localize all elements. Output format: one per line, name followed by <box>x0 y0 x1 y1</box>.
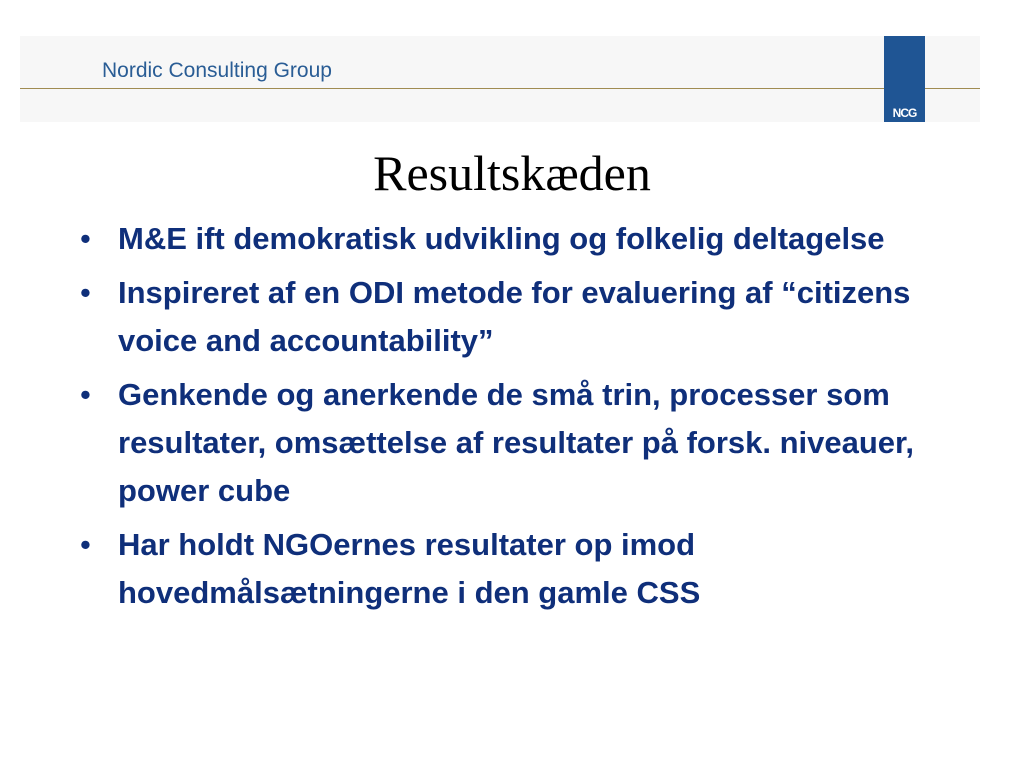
header-divider <box>20 88 980 89</box>
bullet-dot-icon: • <box>80 221 91 256</box>
bullet-item <box>80 371 930 515</box>
logo-text: NCG <box>892 106 917 120</box>
bullet-dot-icon: • <box>80 527 91 562</box>
bullet-list <box>80 215 930 623</box>
bullet-item <box>80 521 930 617</box>
slide-title: Resultskæden <box>373 145 651 201</box>
bullet-item <box>80 269 930 365</box>
bullet-text: Inspireret af en ODI metode for evaluering af “citizens voice and accountability” <box>118 275 911 358</box>
bullet-text: Har holdt NGOernes resultater op imod hovedmålsætningerne i den gamle CSS <box>118 527 701 610</box>
bullet-dot-icon: • <box>80 275 91 310</box>
bullet-item <box>80 215 930 263</box>
bullet-dot-icon: • <box>80 377 91 412</box>
bullet-text: Genkende og anerkende de små trin, processer som resultater, omsættelse af resultater på forsk. niveauer, power cube <box>118 377 915 508</box>
ncg-logo <box>884 36 925 122</box>
company-name: Nordic Consulting Group <box>102 59 332 82</box>
bullet-text: M&E ift demokratisk udvikling og folkelig deltagelse <box>118 221 885 256</box>
